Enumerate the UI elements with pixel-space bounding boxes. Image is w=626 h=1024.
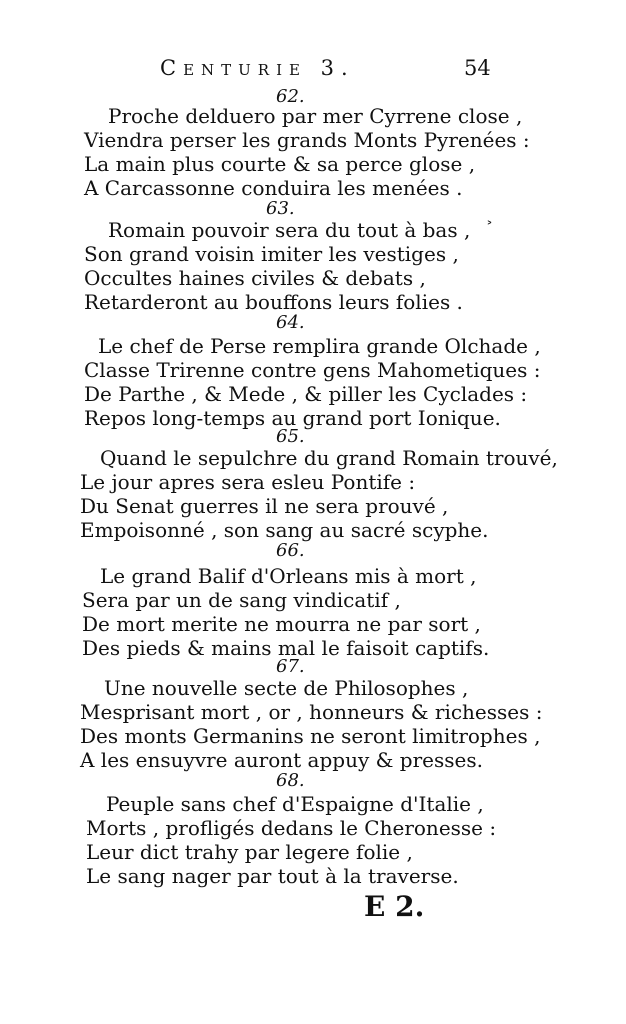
verse-line: De mort merite ne mourra ne par sort ,	[82, 612, 481, 636]
verse-line: Le grand Balif d'Orleans mis à mort ,	[100, 564, 477, 588]
verse-line: A les ensuyvre auront appuy & presses.	[80, 748, 483, 772]
verse-line: Repos long-temps au grand port Ionique.	[84, 406, 501, 430]
verse-line: Proche delduero par mer Cyrrene close ,	[108, 104, 523, 128]
verse-line: Quand le sepulchre du grand Romain trouvé,	[100, 446, 558, 470]
verse-line: De Parthe , & Mede , & piller les Cyclades :	[84, 382, 528, 406]
verse-line: Du Senat guerres il ne sera prouvé ,	[80, 494, 449, 518]
quatrain-number: 65.	[276, 426, 305, 447]
verse-line: Peuple sans chef d'Espaigne d'Italie ,	[106, 792, 484, 816]
quatrain-number: 67.	[276, 656, 305, 677]
verse-line: La main plus courte & sa perce glose ,	[84, 152, 476, 176]
verse-line: Romain pouvoir sera du tout à bas ,	[108, 218, 471, 242]
quatrain-number: 66.	[276, 540, 305, 561]
page-number: 54	[464, 56, 491, 80]
verse-line: Leur dict trahy par legere folie ,	[86, 840, 413, 864]
verse-line: Mesprisant mort , or , honneurs & richesses :	[80, 700, 543, 724]
catchword: E 2.	[364, 890, 425, 923]
verse-line: Des monts Germanins ne seront limitrophes ,	[80, 724, 541, 748]
quatrain-number: 68.	[276, 770, 305, 791]
page-header	[0, 56, 626, 84]
verse-line: Le chef de Perse remplira grande Olchade ,	[98, 334, 541, 358]
verse-line: Occultes haines civiles & debats ,	[84, 266, 426, 290]
verse-line: A Carcassonne conduira les menées .	[84, 176, 463, 200]
margin-mark: ˃	[486, 220, 493, 236]
verse-line: Classe Trirenne contre gens Mahometiques :	[84, 358, 541, 382]
quatrain-number: 64.	[276, 312, 305, 333]
running-head: Centurie 3.	[160, 56, 355, 80]
verse-line: Viendra perser les grands Monts Pyrenées :	[84, 128, 530, 152]
verse-line: Empoisonné , son sang au sacré scyphe.	[80, 518, 489, 542]
verse-line: Son grand voisin imiter les vestiges ,	[84, 242, 459, 266]
verse-line: Le sang nager par tout à la traverse.	[86, 864, 459, 888]
verse-line: Sera par un de sang vindicatif ,	[82, 588, 401, 612]
verse-line: Le jour apres sera esleu Pontife :	[80, 470, 416, 494]
quatrain-number: 63.	[266, 198, 295, 219]
verse-line: Morts , profligés dedans le Cheronesse :	[86, 816, 497, 840]
verse-line: Retarderont au bouffons leurs folies .	[84, 290, 463, 314]
quatrain-number: 62.	[276, 86, 305, 107]
verse-line: Une nouvelle secte de Philosophes ,	[104, 676, 469, 700]
verse-line: Des pieds & mains mal le faisoit captifs.	[82, 636, 490, 660]
